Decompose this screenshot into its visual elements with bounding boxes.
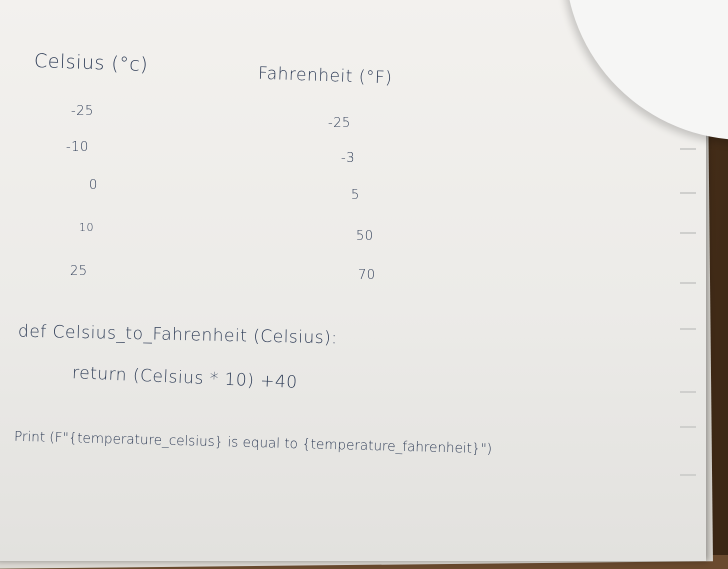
code-line-def: def Celsius_to_Fahrenheit (Celsius):	[17, 321, 338, 349]
code-line-print: Print (F"{temperature_celsius} is equal to {temperature_fahrenheit}")	[13, 428, 493, 458]
fahrenheit-value: 70	[358, 268, 376, 283]
page-edge-tab	[680, 391, 696, 393]
celsius-value: 0	[89, 178, 98, 193]
page-edge-tab	[680, 426, 696, 428]
fahrenheit-value: -25	[328, 116, 351, 131]
celsius-value: -10	[66, 140, 89, 155]
celsius-value: 10	[79, 221, 94, 234]
celsius-value: -25	[71, 104, 94, 119]
celsius-value: 25	[70, 264, 88, 279]
celsius-header: Celsius (°c)	[33, 50, 149, 76]
page-edge-tab	[680, 328, 696, 330]
page-edge-tab	[680, 282, 696, 284]
code-line-return: return (Celsius * 10) +40	[71, 363, 298, 393]
page-edge-tab	[680, 192, 696, 194]
fahrenheit-value: 5	[351, 188, 360, 203]
fahrenheit-value: -3	[341, 151, 355, 166]
fahrenheit-header: Fahrenheit (°F)	[257, 63, 393, 89]
page-edge-tab	[680, 148, 696, 150]
page-edge-tab	[680, 232, 696, 234]
page-edge-tab	[680, 474, 696, 476]
fahrenheit-value: 50	[356, 229, 374, 244]
